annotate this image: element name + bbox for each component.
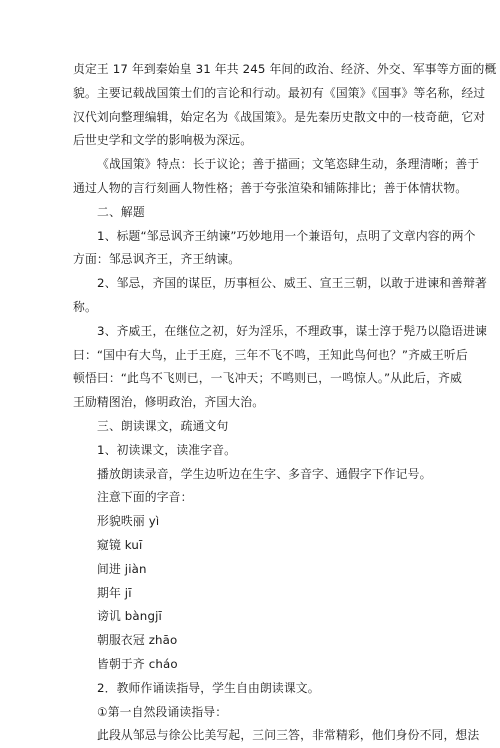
- text-line: 此段从邹忌与徐公比美写起，三问三答，非常精彩，他们身份不同，想法: [97, 728, 480, 743]
- text-line: 1、标题“邹忌讽齐王纳谏”巧妙地用一个兼语句，点明了文章内容的两个: [97, 228, 476, 243]
- text-line: 注意下面的字音：: [97, 490, 193, 505]
- text-line: ①第一自然段诵读指导：: [97, 704, 228, 719]
- text-line: 王励精图治，修明政治，齐国大治。: [73, 395, 265, 410]
- text-line: 1、初读课文，读准字音。: [97, 442, 237, 457]
- text-line: 后世史学和文学的影响极为深远。: [73, 133, 253, 148]
- text-line: 窥镜 kuī: [97, 537, 143, 552]
- text-line: 汉代刘向整理编辑，始定名为《战国策》。是先秦历史散文中的一枝奇葩，它对: [73, 109, 486, 124]
- text-line: 称。: [73, 299, 97, 314]
- text-line: 方面：邹忌讽齐王，齐王纳谏。: [73, 252, 241, 267]
- text-line: 曰：“国中有大鸟，止于王庭，三年不飞不鸣，王知此鸟何也？”齐威王听后: [73, 347, 468, 362]
- text-line: 朝服衣冠 zhāo: [97, 633, 178, 648]
- text-line: 3、齐威王，在继位之初，好为淫乐，不理政事，谋士淳于髡乃以隐语进谏: [97, 323, 487, 338]
- text-line: 播放朗读录音，学生边听边在生字、多音字、通假字下作记号。: [97, 466, 432, 481]
- text-line: 形貌昳丽 yì: [97, 514, 160, 529]
- text-line: 皆朝于齐 cháo: [97, 656, 178, 671]
- text-line: 谤讥 bàngjī: [97, 609, 162, 624]
- text-line: 2、邹忌，齐国的谋臣，历事桓公、威王、宣王三朝，以敢于进谏和善辩著: [97, 276, 487, 291]
- text-line: 通过人物的言行刻画人物性格；善于夸张渲染和铺陈排比；善于体情状物。: [73, 180, 468, 195]
- text-line: 贞定王 17 年到秦始皇 31 年共 245 年间的政治、经济、外交、军事等方面的概: [73, 62, 497, 76]
- text-line: 间进 jiàn: [97, 561, 147, 576]
- document-body: [73, 58, 497, 748]
- text-line: 《战国策》特点：长于议论；善于描画；文笔恣肆生动，条理清晰；善于: [97, 157, 480, 172]
- text-line: 顿悟曰：“此鸟不飞则已，一飞冲天；不鸣则已，一鸣惊人。”从此后，齐威: [73, 371, 462, 386]
- text-line: 二、解题: [97, 204, 145, 219]
- text-line: 期年 jī: [97, 585, 132, 600]
- text-line: 貌。主要记载战国策士们的言论和行动。最初有《国策》《国事》等名称，经过: [73, 85, 486, 100]
- text-line: 三、朗读课文，疏通文句: [97, 418, 229, 433]
- text-line: 2．教师作诵读指导，学生自由朗读课文。: [97, 680, 320, 695]
